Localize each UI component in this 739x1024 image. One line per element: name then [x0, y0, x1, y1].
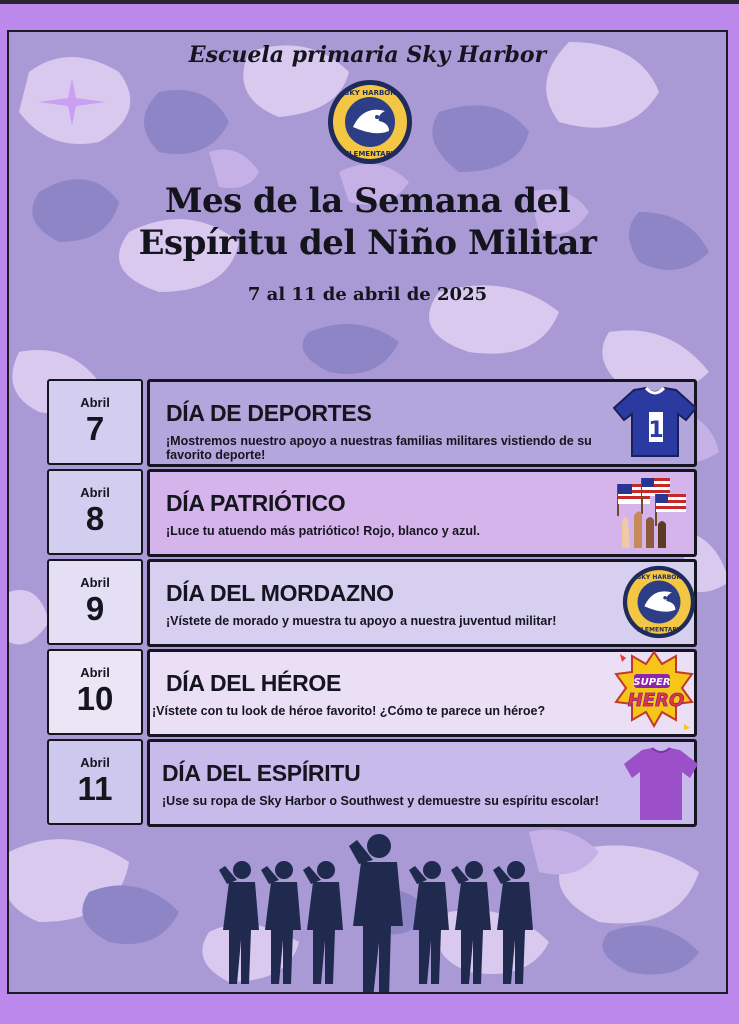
day-title: DÍA DEL HÉROE	[166, 670, 342, 696]
saluting-soldiers-silhouette	[217, 832, 537, 994]
date-box	[47, 649, 143, 735]
date-month: Abril	[80, 395, 110, 410]
day-title: DÍA DE DEPORTES	[166, 400, 372, 426]
day-card	[147, 379, 697, 467]
logo-text-top: SKY HARBOR	[344, 89, 396, 97]
title-line-1: Mes de la Semana del	[164, 181, 571, 221]
day-description: ¡Mostremos nuestro apoyo a nuestras familias militares vistiendo de su favorito deporte!	[166, 434, 592, 462]
date-month: Abril	[80, 575, 110, 590]
school-name: Escuela primaria Sky Harbor	[188, 42, 547, 68]
day-card	[147, 739, 697, 827]
day-row	[47, 559, 695, 643]
jersey-number: 1	[648, 418, 664, 443]
title-line-2: Espíritu del Niño Militar	[138, 223, 597, 263]
day-row	[47, 739, 695, 823]
badge-text-hero: HERO	[627, 690, 685, 711]
day-card	[147, 469, 697, 557]
day-card	[147, 559, 697, 647]
top-bar	[0, 0, 739, 4]
event-dates: 7 al 11 de abril de 2025	[247, 284, 488, 305]
date-month: Abril	[80, 755, 110, 770]
jersey-icon	[612, 386, 698, 458]
school-logo-icon	[327, 79, 413, 165]
sparkle-icon	[34, 74, 110, 130]
day-row	[47, 649, 695, 733]
day-title: DÍA DEL MORDAZNO	[166, 580, 394, 606]
day-title: DÍA DEL ESPÍRITU	[162, 760, 361, 786]
date-day: 10	[76, 680, 114, 717]
logo-text-top: SKY HARBOR	[636, 573, 682, 581]
day-description: ¡Vístete con tu look de héroe favorito! ¿Cómo te parece un héroe?	[152, 704, 546, 718]
day-row	[47, 469, 695, 553]
logo-text-bottom: ELEMENTARY	[636, 626, 682, 634]
logo-text-bottom: ELEMENTARY	[344, 150, 396, 158]
badge-text-super: SUPER	[633, 677, 671, 688]
day-description: ¡Vístete de morado y muestra tu apoyo a nuestra juventud militar!	[166, 614, 557, 628]
date-day: 8	[85, 500, 105, 537]
page-title	[9, 180, 726, 264]
poster	[7, 30, 728, 994]
day-description: ¡Use su ropa de Sky Harbor o Southwest y demuestre su espíritu escolar!	[162, 794, 599, 808]
date-box	[47, 379, 143, 465]
date-day: 11	[77, 770, 113, 807]
day-description: ¡Luce tu atuendo más patriótico! Rojo, blanco y azul.	[166, 524, 480, 538]
flags-icon	[612, 476, 692, 550]
date-month: Abril	[80, 485, 110, 500]
date-month: Abril	[80, 665, 110, 680]
school-logo-icon	[622, 565, 696, 639]
day-row	[47, 379, 695, 463]
date-day: 9	[85, 590, 105, 627]
day-title: DÍA PATRIÓTICO	[166, 490, 346, 516]
date-day: 7	[85, 410, 105, 447]
super-hero-icon	[614, 648, 694, 732]
day-card	[147, 649, 697, 737]
date-box	[47, 469, 143, 555]
date-box	[47, 739, 143, 825]
tshirt-icon	[622, 746, 700, 822]
date-box	[47, 559, 143, 645]
